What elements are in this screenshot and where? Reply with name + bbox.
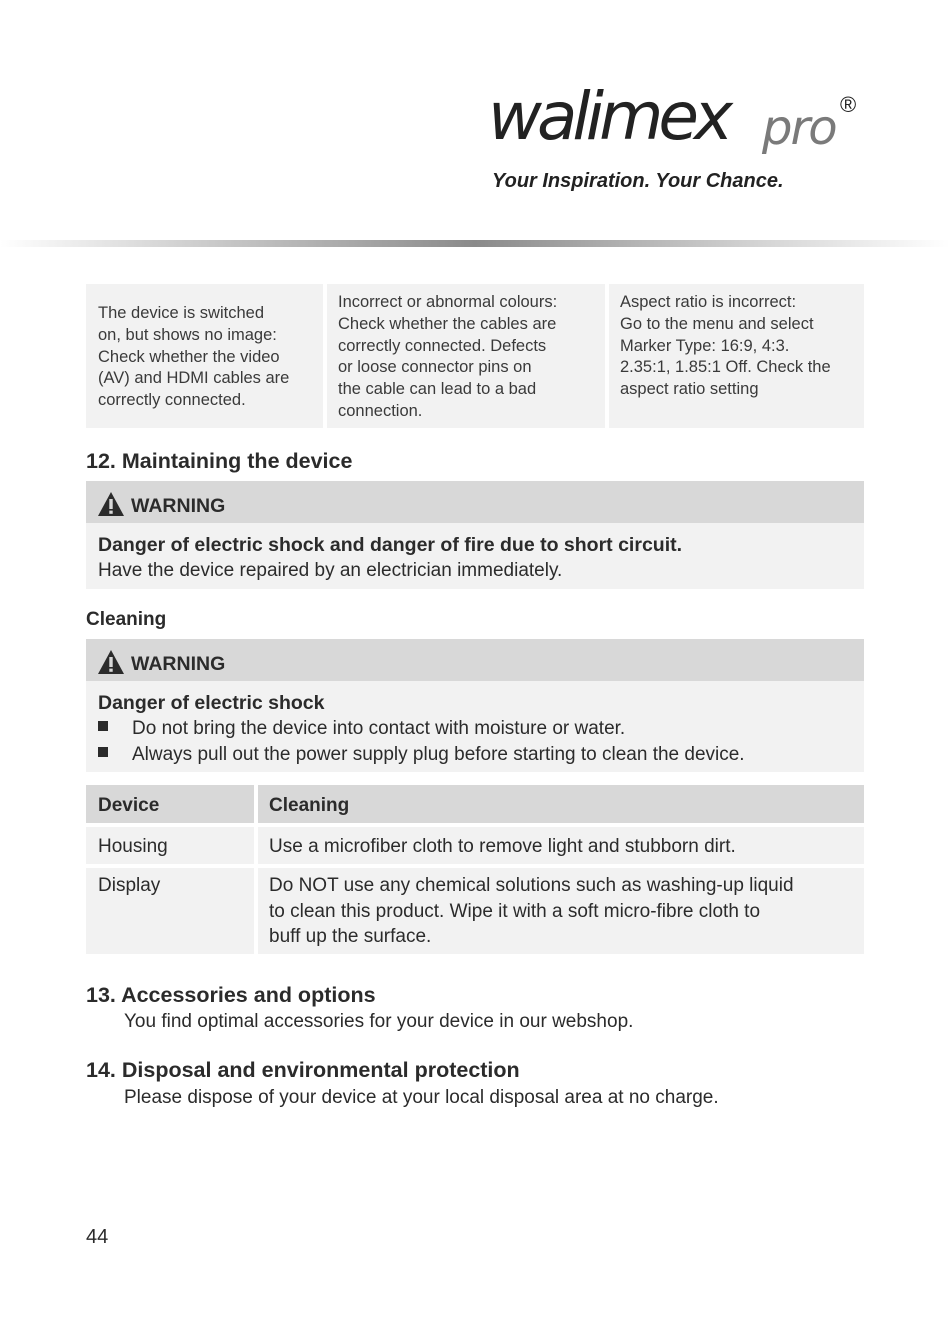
section-text-disposal: Please dispose of your device at your local disposal area at no charge. bbox=[124, 1087, 719, 1108]
section-heading-disposal: 14. Disposal and environmental protection bbox=[86, 1058, 520, 1082]
table-cell-cleaning: Do NOT use any chemical solutions such as washing-up liquid to clean this product. Wipe it with a soft micro-fibre cloth to buff up the surface. bbox=[258, 868, 864, 954]
warning-title: Danger of electric shock bbox=[98, 692, 325, 714]
warning-box-short-circuit bbox=[86, 481, 864, 589]
warning-bullet bbox=[98, 744, 745, 766]
warning-header bbox=[86, 639, 864, 681]
warning-triangle-icon bbox=[97, 649, 125, 675]
warning-text: Have the device repaired by an electrician immediately. bbox=[98, 560, 563, 581]
walimex-pro-logo bbox=[488, 78, 878, 168]
page-number: 44 bbox=[86, 1226, 109, 1248]
troubleshooting-cell bbox=[86, 284, 323, 428]
troubleshooting-text: Incorrect or abnormal colours: Check whether the cables are correctly connected. Defects or loose connector pins on the cable can lead to a bad connection. bbox=[338, 293, 558, 420]
table-cell-device: Display bbox=[86, 868, 254, 954]
warning-box-electric-shock bbox=[86, 639, 864, 772]
table-cell-device: Housing bbox=[86, 827, 254, 864]
section-heading-maintaining: 12. Maintaining the device bbox=[86, 449, 353, 473]
bullet-text: Always pull out the power supply plug before starting to clean the device. bbox=[132, 744, 745, 765]
warning-title: Danger of electric shock and danger of fire due to short circuit. bbox=[98, 534, 683, 556]
bullet-square-icon bbox=[98, 721, 108, 731]
troubleshooting-text: The device is switched on, but shows no image: Check whether the video (AV) and HDMI cables are correctly connected. bbox=[98, 304, 290, 410]
bullet-square-icon bbox=[98, 747, 108, 757]
section-text-accessories: You find optimal accessories for your device in our webshop. bbox=[124, 1011, 634, 1032]
logo-wordmark: walimex bbox=[488, 78, 729, 155]
warning-label: WARNING bbox=[131, 495, 226, 517]
troubleshooting-cell bbox=[327, 284, 605, 428]
troubleshooting-cell bbox=[609, 284, 864, 428]
warning-bullet bbox=[98, 718, 625, 740]
table-cell-cleaning: Use a microfiber cloth to remove light and stubborn dirt. bbox=[258, 827, 864, 864]
section-heading-accessories: 13. Accessories and options bbox=[86, 983, 376, 1007]
header-divider bbox=[0, 240, 950, 247]
table-header-device: Device bbox=[86, 785, 254, 823]
warning-triangle-icon bbox=[97, 491, 125, 517]
brand-tagline: Your Inspiration. Your Chance. bbox=[492, 170, 784, 192]
table-header-cleaning: Cleaning bbox=[258, 785, 864, 823]
warning-label: WARNING bbox=[131, 653, 226, 675]
logo-suffix: pro bbox=[762, 100, 836, 156]
warning-header bbox=[86, 481, 864, 523]
bullet-text: Do not bring the device into contact with moisture or water. bbox=[132, 718, 626, 739]
subheading-cleaning: Cleaning bbox=[86, 609, 167, 630]
registered-mark: ® bbox=[840, 92, 857, 117]
troubleshooting-text: Aspect ratio is incorrect: Go to the menu and select Marker Type: 16:9, 4:3. 2.35:1, 1.85:1 Off. Check the aspect ratio setting bbox=[620, 293, 831, 399]
